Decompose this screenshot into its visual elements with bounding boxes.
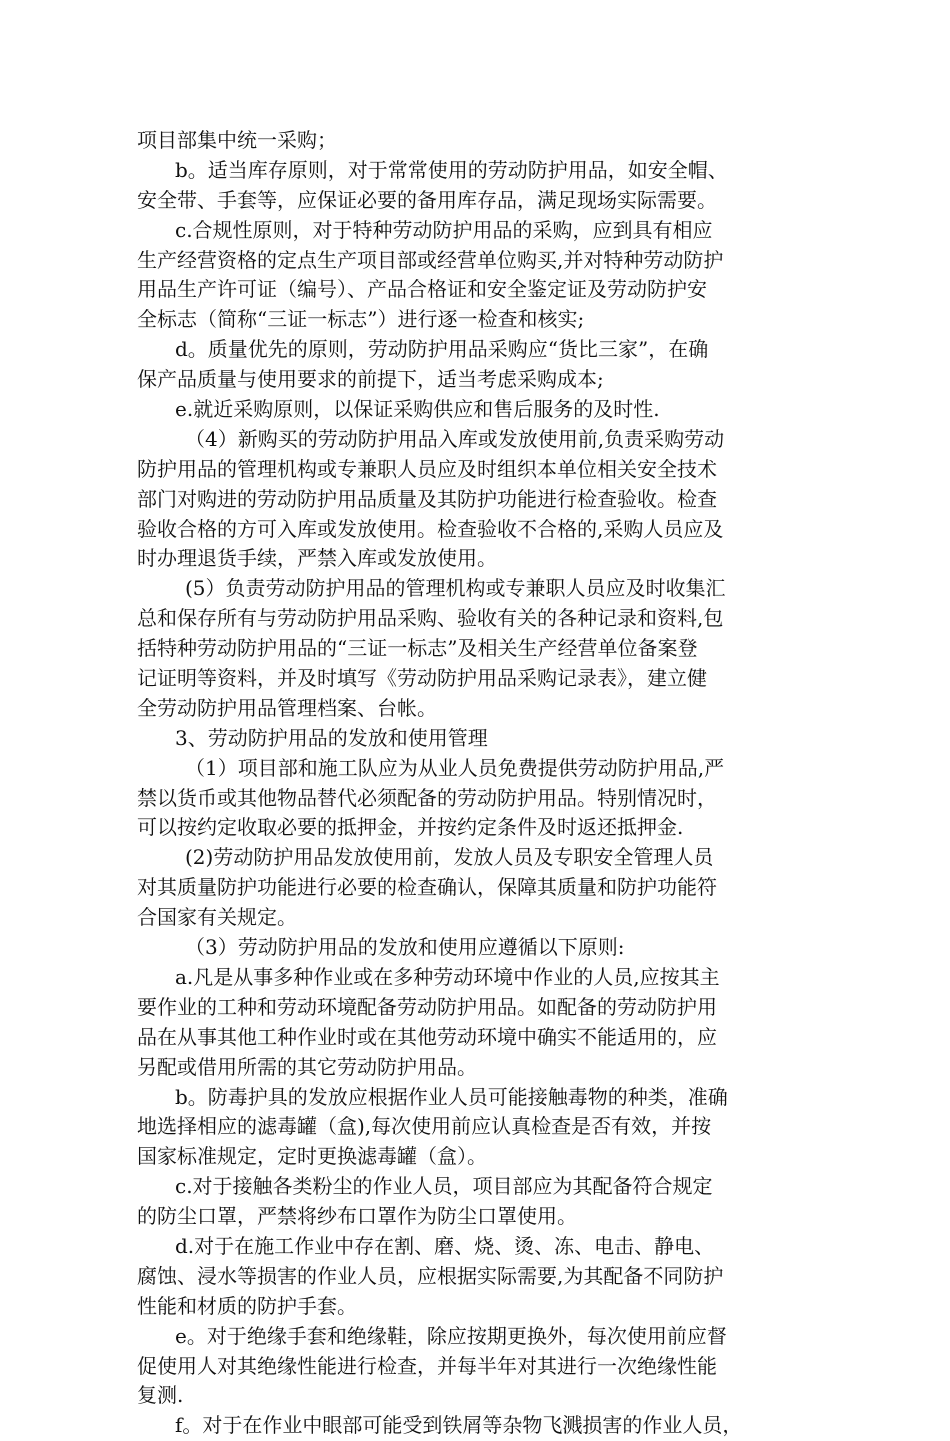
- text-line: 复测.: [137, 1383, 184, 1408]
- text-line: 项目部集中统一采购；: [137, 128, 337, 152]
- text-line: 可以按约定收取必要的抵押金，并按约定条件及时返还抵押金.: [137, 815, 684, 840]
- text-line: c.对于接触各类粉尘的作业人员，项目部应为其配备符合规定: [175, 1174, 713, 1199]
- text-line: 全劳动防护用品管理档案、台帐。: [137, 695, 437, 720]
- text-line: 部门对购进的劳动防护用品质量及其防护功能进行检查验收。检查: [137, 486, 717, 511]
- text-line: (5）负责劳动防护用品的管理机构或专兼职人员应及时收集汇: [185, 576, 726, 601]
- text-line: 腐蚀、浸水等损害的作业人员，应根据实际需要,为其配备不同防护: [137, 1263, 724, 1288]
- document-body: [137, 126, 817, 1441]
- text-line: 要作业的工种和劳动环境配备劳动防护用品。如配备的劳动防护用: [137, 994, 717, 1019]
- text-line: 禁以货币或其他物品替代必须配备的劳动防护用品。特别情况时，: [137, 785, 717, 810]
- text-line: b。防毒护具的发放应根据作业人员可能接触毒物的种类，准确: [175, 1084, 728, 1109]
- text-line: 地选择相应的滤毒罐（盒),每次使用前应认真检查是否有效，并按: [137, 1114, 712, 1139]
- text-line: （3）劳动防护用品的发放和使用应遵循以下原则:: [185, 935, 625, 960]
- text-line: 防护用品的管理机构或专兼职人员应及时组织本单位相关安全技术: [137, 456, 717, 481]
- text-line: 记证明等资料，并及时填写《劳动防护用品采购记录表》，建立健: [137, 666, 707, 691]
- text-line: 3、劳动防护用品的发放和使用管理: [175, 725, 488, 750]
- text-line: f。对于在作业中眼部可能受到铁屑等杂物飞溅损害的作业人员，: [175, 1413, 743, 1438]
- text-line: 总和保存所有与劳动防护用品采购、验收有关的各种记录和资料,包: [137, 606, 724, 631]
- text-line: e.就近采购原则，以保证采购供应和售后服务的及时性.: [175, 397, 660, 422]
- text-line: 性能和材质的防护手套。: [137, 1293, 357, 1318]
- text-line: b。适当库存原则，对于常常使用的劳动防护用品，如安全帽、: [175, 157, 728, 182]
- text-line: 生产经营资格的定点生产项目部或经营单位购买,并对特种劳动防护: [137, 247, 724, 272]
- text-line: 促使用人对其绝缘性能进行检查，并每半年对其进行一次绝缘性能: [137, 1353, 717, 1378]
- text-line: c.合规性原则，对于特种劳动防护用品的采购，应到具有相应: [175, 217, 713, 242]
- text-line: 国家标准规定，定时更换滤毒罐（盒）。: [137, 1144, 487, 1169]
- text-line: 时办理退货手续，严禁入库或发放使用。: [137, 546, 497, 571]
- text-line: 保产品质量与使用要求的前提下，适当考虑采购成本;: [137, 367, 604, 392]
- text-line: 验收合格的方可入库或发放使用。检查验收不合格的,采购人员应及: [137, 516, 724, 541]
- text-line: e。对于绝缘手套和绝缘鞋，除应按期更换外，每次使用前应督: [175, 1323, 727, 1348]
- text-line: 另配或借用所需的其它劳动防护用品。: [137, 1054, 477, 1079]
- text-line: 安全带、手套等，应保证必要的备用库存品，满足现场实际需要。: [137, 187, 717, 212]
- text-line: (2)劳动防护用品发放使用前，发放人员及专职安全管理人员: [185, 845, 714, 870]
- text-line: 全标志（简称“三证一标志”）进行逐一检查和核实;: [137, 307, 585, 332]
- text-line: 合国家有关规定。: [137, 905, 297, 930]
- text-line: 用品生产许可证（编号）、产品合格证和安全鉴定证及劳动防护安: [137, 277, 707, 302]
- text-line: 括特种劳动防护用品的“三证一标志”及相关生产经营单位备案登: [137, 636, 698, 661]
- text-line: 品在从事其他工种作业时或在其他劳动环境中确实不能适用的，应: [137, 1024, 717, 1049]
- text-line: d.对于在施工作业中存在割、磨、烧、烫、冻、电击、静电、: [175, 1233, 715, 1258]
- text-line: d。质量优先的原则，劳动防护用品采购应“货比三家”，在确: [175, 337, 709, 362]
- text-line: （4）新购买的劳动防护用品入库或发放使用前,负责采购劳动: [185, 426, 725, 451]
- text-line: 的防尘口罩，严禁将纱布口罩作为防尘口罩使用。: [137, 1204, 577, 1229]
- text-line: a.凡是从事多种作业或在多种劳动环境中作业的人员,应按其主: [175, 964, 720, 989]
- text-line: 对其质量防护功能进行必要的检查确认，保障其质量和防护功能符: [137, 875, 717, 900]
- text-line: （1）项目部和施工队应为从业人员免费提供劳动防护用品,严: [185, 755, 725, 780]
